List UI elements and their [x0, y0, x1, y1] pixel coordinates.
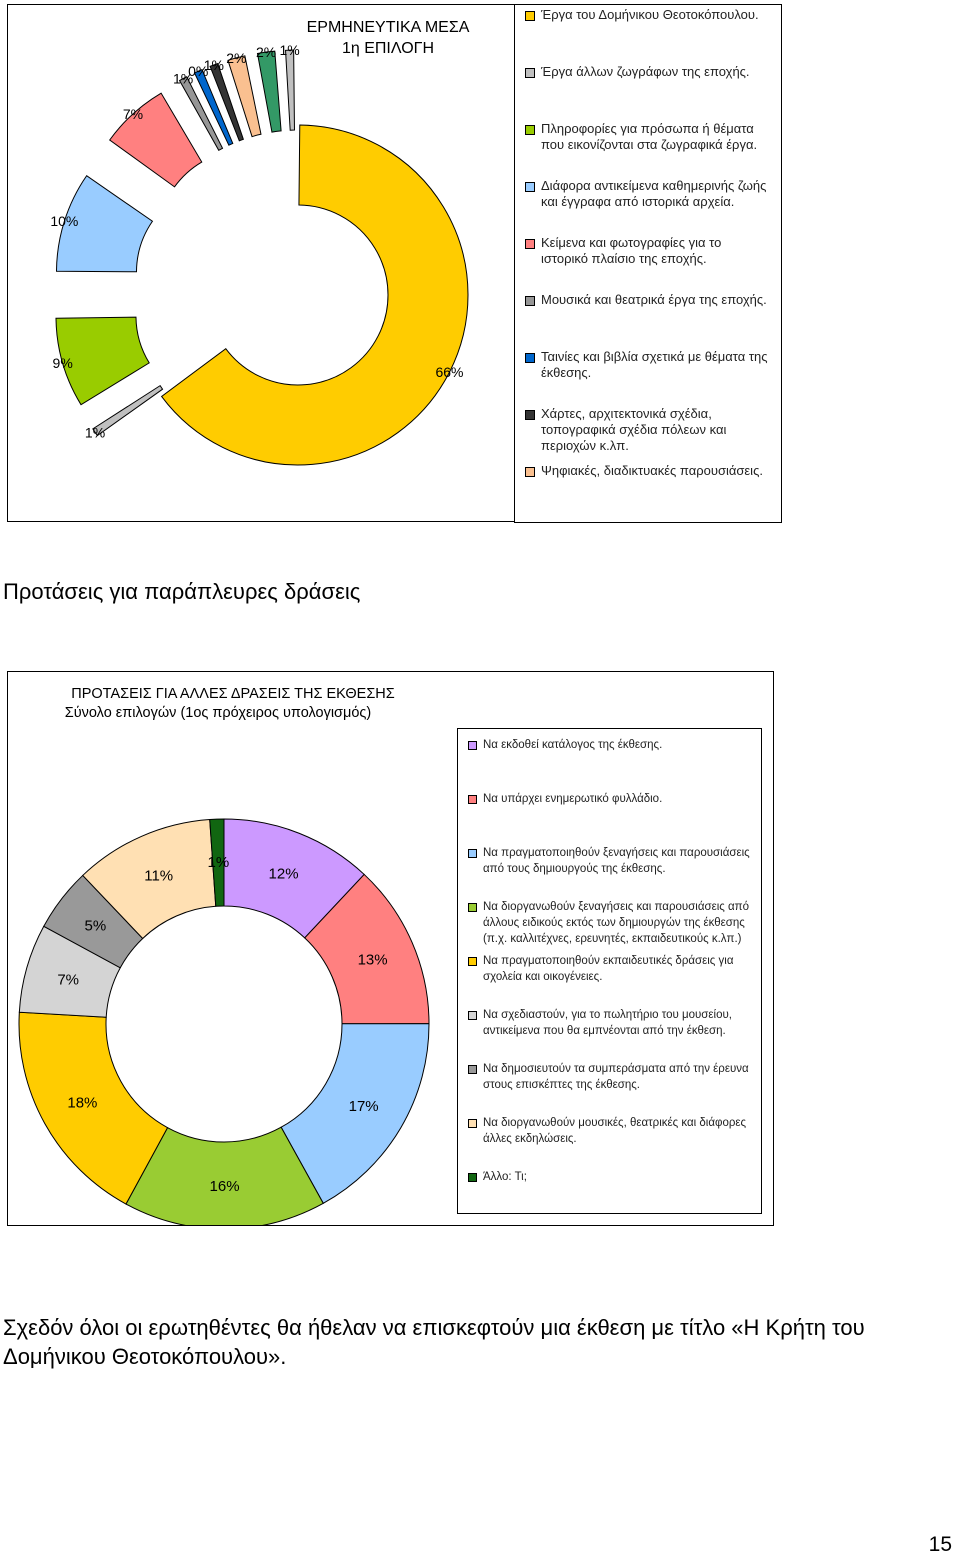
- legend-item-c2-2: [468, 845, 750, 877]
- slice-label-c1-4: 7%: [122, 105, 144, 122]
- legend-swatch: [468, 1173, 477, 1182]
- slice-label-c2-1: 13%: [357, 951, 388, 969]
- slice-label-c1-10: 1%: [279, 42, 300, 59]
- legend-label: Να σχεδιαστούν, για το πωλητήριο του μουσείου, αντικείμενα που θα εμπνέονται από την έκθεση.: [483, 1009, 732, 1037]
- slice-label-c2-5: 7%: [57, 971, 80, 989]
- legend-item-c1-1: [525, 64, 770, 80]
- legend-label: Έργα άλλων ζωγράφων της εποχής.: [541, 64, 750, 79]
- slice-c1-10: [286, 50, 295, 130]
- chart-interpretive-media: [7, 4, 781, 522]
- legend-swatch: [468, 1065, 477, 1074]
- chart2-title-line2: Σύνολο επιλογών (1ος πρόχειρος υπολογισμός): [64, 705, 372, 721]
- slice-label-c2-2: 17%: [348, 1098, 379, 1116]
- legend-swatch: [525, 467, 535, 477]
- legend-swatch: [468, 957, 477, 966]
- legend-item-c2-5: [468, 1007, 750, 1039]
- page-number: 15: [928, 1533, 952, 1556]
- legend-swatch: [468, 741, 477, 750]
- legend-item-c1-6: [525, 349, 770, 381]
- legend-item-c1-5: [525, 292, 770, 308]
- chart2-legend: [457, 728, 762, 1214]
- legend-item-c2-0: [468, 737, 750, 753]
- legend-swatch: [468, 849, 477, 858]
- slice-label-c1-1: 1%: [84, 424, 106, 441]
- legend-swatch: [525, 11, 535, 21]
- slice-label-c2-7: 11%: [144, 867, 174, 885]
- legend-swatch: [468, 795, 477, 804]
- legend-label: Να υπάρχει ενημερωτικό φυλλάδιο.: [483, 793, 663, 805]
- legend-swatch: [468, 903, 477, 912]
- legend-label: Να δημοσιευτούν τα συμπεράσματα από την έρευνα στους επισκέπτες της έκθεσης.: [483, 1063, 749, 1091]
- chart1-title-line1: ΕΡΜΗΝΕΥΤΙΚΑ ΜΕΣΑ: [306, 19, 470, 36]
- slice-label-c2-8: 1%: [207, 854, 230, 872]
- legend-swatch: [525, 125, 535, 135]
- chart1-title-line2: 1η ΕΠΙΛΟΓΗ: [341, 40, 435, 57]
- legend-label: Να πραγματοποιηθούν ξεναγήσεις και παρουσιάσεις από τους δημιουργούς της έκθεσης.: [483, 847, 750, 875]
- legend-item-c2-1: [468, 791, 750, 807]
- legend-item-c2-6: [468, 1061, 750, 1093]
- legend-item-c1-4: [525, 235, 770, 267]
- legend-label: Να διοργανωθούν μουσικές, θεατρικές και διάφορες άλλες εκδηλώσεις.: [483, 1117, 747, 1145]
- legend-label: Έργα του Δομήνικου Θεοτοκόπουλου.: [541, 7, 759, 22]
- legend-swatch: [468, 1119, 477, 1128]
- slice-label-c1-2: 9%: [52, 355, 73, 372]
- legend-label: Πληροφορίες για πρόσωπα ή θέματα που εικονίζονται στα ζωγραφικά έργα.: [541, 121, 758, 152]
- chart1-legend: [514, 4, 782, 523]
- legend-swatch: [525, 296, 535, 306]
- legend-item-c2-8: [468, 1169, 750, 1185]
- slice-label-c1-5: 1%: [172, 70, 194, 87]
- legend-item-c2-3: [468, 899, 750, 947]
- slice-label-c2-6: 5%: [84, 917, 107, 935]
- legend-swatch: [525, 239, 535, 249]
- legend-label: Άλλο: Τι;: [483, 1171, 527, 1183]
- chart1-plot: [8, 5, 514, 521]
- legend-label: Να εκδοθεί κατάλογος της έκθεσης.: [483, 739, 663, 751]
- legend-label: Χάρτες, αρχιτεκτονικά σχέδια, τοπογραφικά σχέδια πόλεων και περιοχών κ.λπ.: [541, 406, 727, 453]
- legend-item-c1-2: [525, 121, 770, 153]
- slice-label-c1-7: 1%: [203, 56, 224, 73]
- slice-label-c1-3: 10%: [50, 213, 79, 230]
- slice-label-c1-9: 2%: [255, 44, 277, 61]
- slice-label-c2-3: 16%: [209, 1177, 240, 1195]
- legend-label: Ταινίες και βιβλία σχετικά με θέματα της έκθεσης.: [541, 349, 768, 380]
- legend-item-c2-7: [468, 1115, 750, 1147]
- legend-item-c2-4: [468, 953, 750, 985]
- legend-item-c1-0: [525, 7, 770, 23]
- slice-label-c2-4: 18%: [67, 1094, 98, 1112]
- slice-label-c1-0: 66%: [435, 364, 464, 381]
- legend-label: Να πραγματοποιηθούν εκπαιδευτικές δράσεις για σχολεία και οικογένειες.: [483, 955, 734, 983]
- slice-label-c1-6: 0%: [188, 63, 209, 80]
- legend-swatch: [468, 1011, 477, 1020]
- legend-label: Διάφορα αντικείμενα καθημερινής ζωής και έγγραφα από ιστορικά αρχεία.: [541, 178, 767, 209]
- chart-other-actions: [7, 671, 774, 1226]
- legend-label: Να διοργανωθούν ξεναγήσεις και παρουσιάσεις από άλλους ειδικούς εκτός των δημιουργών της έκθεσης (π.χ. καλλιτέχνες, ερευνητές, εκπαιδευτικούς κ.λπ.): [483, 901, 749, 945]
- legend-label: Κείμενα και φωτογραφίες για το ιστορικό πλαίσιο της εποχής.: [541, 235, 722, 266]
- chart2-plot: [8, 672, 458, 1225]
- slice-label-c1-8: 2%: [226, 49, 247, 66]
- legend-item-c1-8: [525, 463, 770, 479]
- chart2-title-line1: ΠΡΟΤΑΣΕΙΣ ΓΙΑ ΑΛΛΕΣ ΔΡΑΣΕΙΣ ΤΗΣ ΕΚΘΕΣΗΣ: [71, 686, 395, 702]
- footer-text: Σχεδόν όλοι οι ερωτηθέντες θα ήθελαν να επισκεφτούν μια έκθεση με τίτλο «Η Κρήτη του Δομήνικου Θεοτοκόπουλου».: [3, 1315, 865, 1369]
- slice-c1-9: [257, 51, 281, 132]
- legend-label: Μουσικά και θεατρικά έργα της εποχής.: [541, 292, 767, 307]
- legend-swatch: [525, 182, 535, 192]
- section-heading: Προτάσεις για παράπλευρες δράσεις: [3, 579, 361, 604]
- slice-c1-0: [162, 125, 468, 465]
- legend-swatch: [525, 410, 535, 420]
- legend-swatch: [525, 353, 535, 363]
- legend-item-c1-3: [525, 178, 770, 210]
- legend-swatch: [525, 68, 535, 78]
- legend-label: Ψηφιακές, διαδικτυακές παρουσιάσεις.: [541, 463, 763, 478]
- slice-label-c2-0: 12%: [268, 865, 299, 883]
- legend-item-c1-7: [525, 406, 770, 454]
